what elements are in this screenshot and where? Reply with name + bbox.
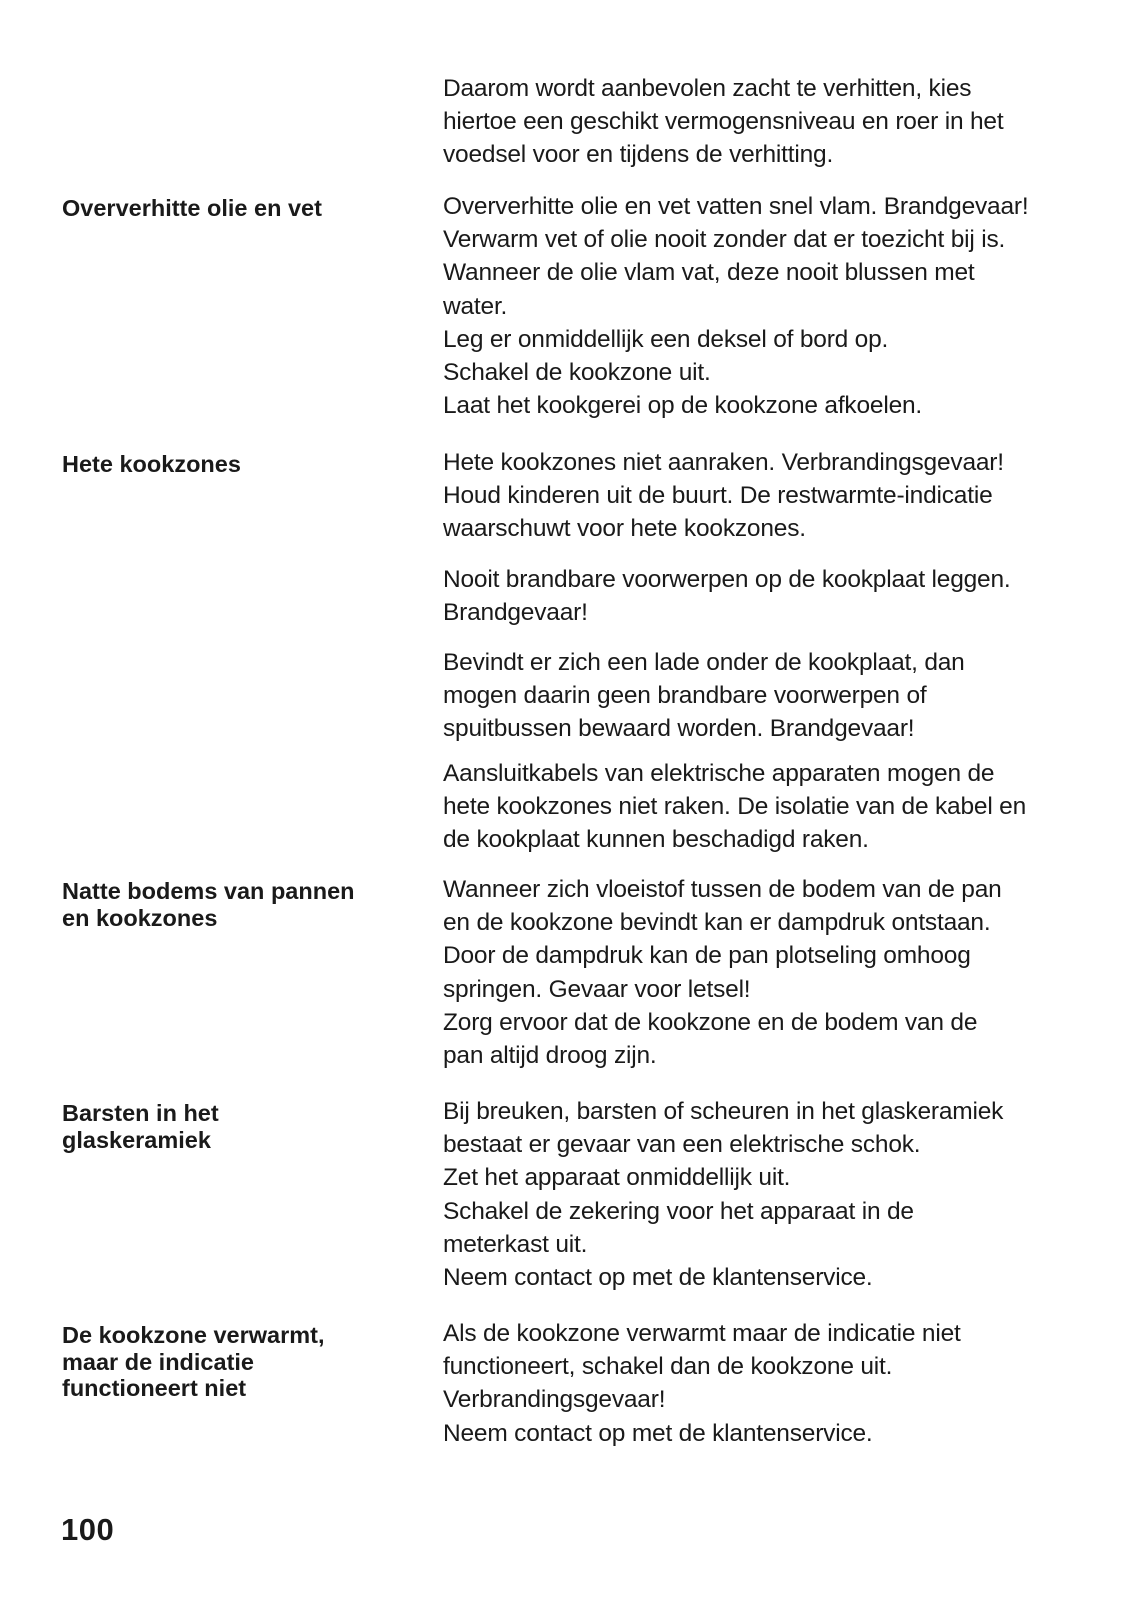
paragraph-line: Wanneer de olie vlam vat, deze nooit blussen met (443, 259, 975, 287)
paragraph-line: Schakel de kookzone uit. (443, 359, 711, 387)
paragraph-line: Neem contact op met de klantenservice. (443, 1264, 873, 1292)
heading-line: maar de indicatie (62, 1348, 254, 1375)
section-paragraph-hot-zones-4 (443, 757, 1083, 857)
paragraph-line: Wanneer zich vloeistof tussen de bodem van de pan (443, 876, 1002, 903)
section-heading-cracks (62, 1100, 422, 1153)
paragraph-line: Houd kinderen uit de buurt. De restwarmte-indicatie (443, 482, 993, 510)
heading-line: en kookzones (62, 904, 218, 931)
section-paragraph-indicator-fault (443, 1317, 1083, 1450)
paragraph-line: Aansluitkabels van elektrische apparaten mogen de (443, 760, 995, 787)
paragraph-line: Als de kookzone verwarmt maar de indicatie niet (443, 1320, 961, 1347)
paragraph-line: Oververhitte olie en vet vatten snel vlam. Brandgevaar! (443, 193, 1029, 220)
page-number: 100 (61, 1512, 115, 1547)
section-paragraph-cracks (443, 1095, 1083, 1294)
paragraph-line: water. (443, 292, 508, 320)
paragraph-line: Laat het kookgerei op de kookzone afkoelen. (443, 392, 923, 420)
paragraph-line: Verwarm vet of olie nooit zonder dat er toezicht bij is. (443, 226, 1006, 254)
section-heading-hot-zones (62, 451, 422, 478)
paragraph-line: Bevindt er zich een lade onder de kookplaat, dan (443, 649, 965, 676)
paragraph-line: Neem contact op met de klantenservice. (443, 1419, 873, 1447)
heading-line: functioneert niet (62, 1375, 247, 1401)
paragraph-line: functioneert, schakel dan de kookzone uit. (443, 1353, 893, 1381)
paragraph-line: en de kookzone bevindt kan er dampdruk ontstaan. (443, 909, 991, 937)
paragraph-line: bestaat er gevaar van een elektrische schok. (443, 1131, 921, 1159)
paragraph-line: Leg er onmiddellijk een deksel of bord op. (443, 325, 889, 353)
heading-line: glaskeramiek (62, 1126, 211, 1153)
paragraph-line: Bij breuken, barsten of scheuren in het glaskeramiek (443, 1098, 1004, 1125)
paragraph-line: Schakel de zekering voor het apparaat in de (443, 1197, 914, 1225)
heading-line: Oververhitte olie en vet (62, 195, 322, 221)
paragraph-line: hete kookzones niet raken. De isolatie van de kabel en (443, 793, 1027, 821)
heading-line: Barsten in het (62, 1100, 219, 1126)
paragraph-line: waarschuwt voor hete kookzones. (443, 515, 806, 543)
heading-line: Hete kookzones (62, 451, 241, 477)
section-paragraph-hot-zones-2 (443, 563, 1083, 629)
paragraph-line: Zorg ervoor dat de kookzone en de bodem van de (443, 1008, 978, 1036)
paragraph-line: springen. Gevaar voor letsel! (443, 975, 751, 1003)
paragraph-line: mogen daarin geen brandbare voorwerpen of (443, 682, 927, 710)
paragraph-line: Door de dampdruk kan de pan plotseling omhoog (443, 942, 971, 970)
intro-line: Daarom wordt aanbevolen zacht te verhitten, kies (443, 75, 972, 102)
paragraph-line: de kookplaat kunnen beschadigd raken. (443, 826, 869, 854)
paragraph-line: Nooit brandbare voorwerpen op de kookplaat leggen. (443, 566, 1011, 593)
section-paragraph-wet-bottoms (443, 873, 1083, 1072)
paragraph-line: Brandgevaar! (443, 599, 588, 627)
paragraph-line: Hete kookzones niet aanraken. Verbrandingsgevaar! (443, 449, 1004, 476)
section-heading-overheated-oil (62, 195, 422, 222)
heading-line: De kookzone verwarmt, (62, 1322, 325, 1348)
paragraph-line: Zet het apparaat onmiddellijk uit. (443, 1164, 791, 1192)
paragraph-line: Verbrandingsgevaar! (443, 1386, 666, 1414)
paragraph-line: meterkast uit. (443, 1230, 588, 1258)
paragraph-line: spuitbussen bewaard worden. Brandgevaar! (443, 715, 915, 743)
intro-line: voedsel voor en tijdens de verhitting. (443, 141, 834, 169)
heading-line: Natte bodems van pannen (62, 878, 355, 904)
section-paragraph-hot-zones-3 (443, 646, 1083, 746)
section-paragraph-overheated-oil (443, 190, 1083, 422)
section-heading-wet-bottoms (62, 878, 422, 931)
section-heading-indicator-fault (62, 1322, 422, 1402)
intro-line: hiertoe een geschikt vermogensniveau en roer in het (443, 108, 1004, 136)
intro-paragraph (443, 72, 1083, 172)
paragraph-line: pan altijd droog zijn. (443, 1042, 657, 1070)
section-paragraph-hot-zones-1 (443, 446, 1083, 546)
